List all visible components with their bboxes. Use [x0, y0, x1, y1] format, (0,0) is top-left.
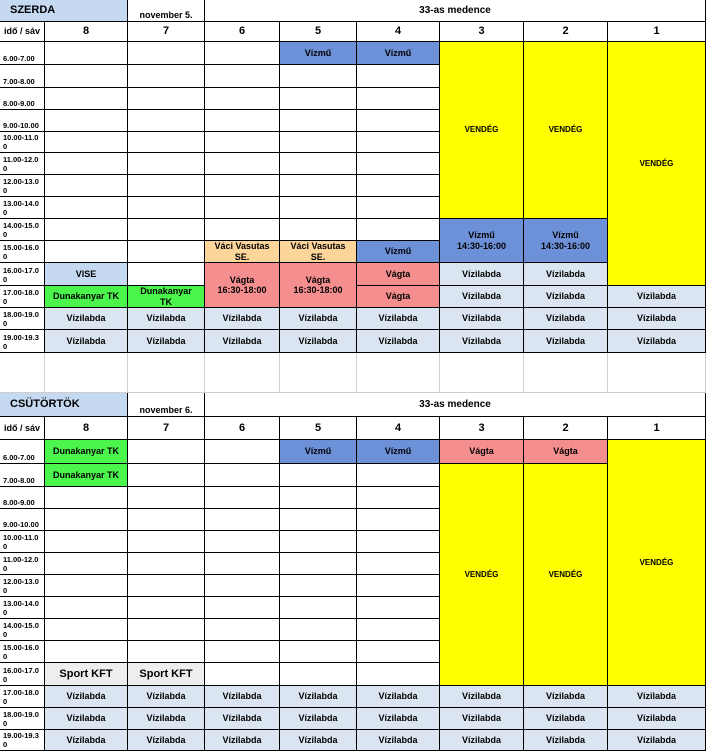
booking-dunakanyar-tk: Dunakanyar TK	[128, 286, 205, 308]
empty-cell	[280, 509, 357, 531]
spacer-cell	[205, 353, 280, 393]
empty-cell	[205, 487, 280, 509]
booking-vizilabda: Vízilabda	[45, 708, 128, 730]
lane-header-5: 5	[280, 417, 357, 440]
empty-cell	[205, 619, 280, 641]
time-slot: 12.00-13.0 0	[0, 175, 45, 197]
empty-cell	[205, 197, 280, 219]
empty-cell	[280, 464, 357, 487]
booking-vizilabda: Vízilabda	[280, 330, 357, 353]
lane-header-6: 6	[205, 417, 280, 440]
lane-header-2: 2	[524, 22, 608, 42]
empty-cell	[205, 553, 280, 575]
empty-cell	[128, 619, 205, 641]
time-slot: 19.00-19.3 0	[0, 330, 45, 353]
empty-cell	[357, 110, 440, 132]
empty-cell	[357, 575, 440, 597]
booking-vizilabda: Vízilabda	[608, 686, 706, 708]
spacer-cell	[280, 353, 357, 393]
time-slot: 19.00-19.3 0	[0, 730, 45, 751]
time-slot: 8.00-9.00	[0, 88, 45, 110]
empty-cell	[280, 110, 357, 132]
booking-vizilabda: Vízilabda	[280, 730, 357, 751]
empty-cell	[280, 553, 357, 575]
lane-header-4: 4	[357, 22, 440, 42]
empty-cell	[357, 641, 440, 663]
time-slot: 16.00-17.0 0	[0, 263, 45, 286]
spacer-cell	[440, 353, 524, 393]
empty-cell	[205, 88, 280, 110]
empty-cell	[280, 219, 357, 241]
empty-cell	[128, 88, 205, 110]
empty-cell	[280, 641, 357, 663]
empty-cell	[357, 509, 440, 531]
lane-header-7: 7	[128, 22, 205, 42]
empty-cell	[128, 531, 205, 553]
lane-header-7: 7	[128, 417, 205, 440]
empty-cell	[280, 619, 357, 641]
booking-vizilabda: Vízilabda	[524, 308, 608, 330]
booking-vizilabda: Vízilabda	[524, 708, 608, 730]
booking-vizilabda: Vízilabda	[524, 730, 608, 751]
booking-sport-kft: Sport KFT	[128, 663, 205, 686]
booking-vizilabda: Vízilabda	[128, 330, 205, 353]
empty-cell	[357, 464, 440, 487]
empty-cell	[357, 487, 440, 509]
empty-cell	[280, 197, 357, 219]
empty-cell	[280, 153, 357, 175]
spacer-cell	[357, 353, 440, 393]
booking-dunakanyar-tk: Dunakanyar TK	[45, 440, 128, 464]
booking-vendeg: VENDÉG	[524, 464, 608, 686]
time-lane-header: idő / sáv	[0, 22, 45, 42]
booking-vizilabda: Vízilabda	[280, 708, 357, 730]
empty-cell	[205, 597, 280, 619]
booking-vagta: Vágta	[357, 286, 440, 308]
pool-title: 33-as medence	[205, 393, 706, 417]
booking-vise: VISE	[45, 263, 128, 286]
empty-cell	[45, 509, 128, 531]
time-slot: 7.00-8.00	[0, 464, 45, 487]
empty-cell	[128, 65, 205, 88]
empty-cell	[45, 597, 128, 619]
booking-vizilabda: Vízilabda	[205, 730, 280, 751]
booking-vizilabda: Vízilabda	[357, 330, 440, 353]
booking-vizilabda: Vízilabda	[128, 686, 205, 708]
empty-cell	[45, 132, 128, 153]
time-slot: 6.00-7.00	[0, 440, 45, 464]
empty-cell	[128, 219, 205, 241]
booking-vizilabda: Vízilabda	[280, 308, 357, 330]
booking-vizilabda: Vízilabda	[524, 263, 608, 286]
booking-vizilabda: Vízilabda	[440, 263, 524, 286]
lane-header-1: 1	[608, 417, 706, 440]
empty-cell	[205, 110, 280, 132]
empty-cell	[357, 153, 440, 175]
empty-cell	[205, 575, 280, 597]
booking-vizilabda: Vízilabda	[524, 286, 608, 308]
empty-cell	[128, 597, 205, 619]
time-slot: 14.00-15.0 0	[0, 219, 45, 241]
booking-vizilabda: Vízilabda	[128, 730, 205, 751]
empty-cell	[45, 641, 128, 663]
booking-vizilabda: Vízilabda	[357, 708, 440, 730]
booking-vizmu: Vízmű	[357, 42, 440, 65]
lane-header-6: 6	[205, 22, 280, 42]
empty-cell	[280, 487, 357, 509]
lane-header-1: 1	[608, 22, 706, 42]
lane-header-2: 2	[524, 417, 608, 440]
booking-vizilabda: Vízilabda	[45, 686, 128, 708]
booking-vizilabda: Vízilabda	[440, 708, 524, 730]
time-slot: 15.00-16.0 0	[0, 241, 45, 263]
booking-vizilabda: Vízilabda	[524, 330, 608, 353]
booking-vizilabda: Vízilabda	[608, 708, 706, 730]
empty-cell	[357, 597, 440, 619]
booking-vendeg: VENDÉG	[608, 42, 706, 286]
date-label: november 5.	[128, 0, 205, 22]
booking-vizilabda: Vízilabda	[357, 686, 440, 708]
time-slot: 13.00-14.0 0	[0, 197, 45, 219]
booking-vizilabda: Vízilabda	[45, 730, 128, 751]
booking-vizmu: Vízmű	[280, 42, 357, 65]
booking-vendeg: VENDÉG	[440, 464, 524, 686]
time-slot: 14.00-15.0 0	[0, 619, 45, 641]
empty-cell	[128, 132, 205, 153]
booking-vagta-1630: Vágta 16:30-18:00	[205, 263, 280, 308]
booking-vendeg: VENDÉG	[608, 440, 706, 686]
empty-cell	[280, 597, 357, 619]
booking-vizilabda: Vízilabda	[608, 308, 706, 330]
empty-cell	[205, 663, 280, 686]
empty-cell	[205, 65, 280, 88]
empty-cell	[357, 531, 440, 553]
booking-vizmu: Vízmű	[357, 440, 440, 464]
booking-vagta-1630: Vágta 16:30-18:00	[280, 263, 357, 308]
booking-vizilabda: Vízilabda	[357, 730, 440, 751]
empty-cell	[45, 619, 128, 641]
empty-cell	[205, 531, 280, 553]
empty-cell	[128, 509, 205, 531]
empty-cell	[128, 175, 205, 197]
empty-cell	[280, 531, 357, 553]
empty-cell	[357, 65, 440, 88]
empty-cell	[45, 110, 128, 132]
empty-cell	[280, 663, 357, 686]
lane-header-3: 3	[440, 22, 524, 42]
time-slot: 9.00-10.00	[0, 110, 45, 132]
lane-header-8: 8	[45, 22, 128, 42]
lane-header-8: 8	[45, 417, 128, 440]
time-slot: 11.00-12.0 0	[0, 153, 45, 175]
empty-cell	[128, 553, 205, 575]
booking-vizmu-1430: Vízmű 14:30-16:00	[440, 219, 524, 263]
empty-cell	[45, 153, 128, 175]
empty-cell	[45, 553, 128, 575]
empty-cell	[205, 641, 280, 663]
time-slot: 17.00-18.0 0	[0, 286, 45, 308]
booking-vizilabda: Vízilabda	[608, 286, 706, 308]
booking-vizmu-1430: Vízmű 14:30-16:00	[524, 219, 608, 263]
empty-cell	[45, 88, 128, 110]
time-slot: 10.00-11.0 0	[0, 531, 45, 553]
empty-cell	[205, 509, 280, 531]
booking-vizilabda: Vízilabda	[524, 686, 608, 708]
empty-cell	[128, 197, 205, 219]
booking-vizilabda: Vízilabda	[440, 286, 524, 308]
empty-cell	[128, 153, 205, 175]
booking-vagta: Vágta	[440, 440, 524, 464]
time-slot: 17.00-18.0 0	[0, 686, 45, 708]
empty-cell	[205, 464, 280, 487]
booking-vizilabda: Vízilabda	[128, 308, 205, 330]
empty-cell	[280, 88, 357, 110]
empty-cell	[128, 440, 205, 464]
time-slot: 18.00-19.0 0	[0, 708, 45, 730]
empty-cell	[205, 153, 280, 175]
empty-cell	[128, 110, 205, 132]
booking-vizmu: Vízmű	[280, 440, 357, 464]
empty-cell	[357, 553, 440, 575]
time-lane-header: idő / sáv	[0, 417, 45, 440]
lane-header-5: 5	[280, 22, 357, 42]
booking-vizilabda: Vízilabda	[45, 308, 128, 330]
date-label: november 6.	[128, 393, 205, 417]
booking-vizilabda: Vízilabda	[440, 308, 524, 330]
booking-vizmu: Vízmű	[357, 241, 440, 263]
empty-cell	[45, 197, 128, 219]
empty-cell	[128, 464, 205, 487]
empty-cell	[45, 487, 128, 509]
empty-cell	[45, 42, 128, 65]
empty-cell	[280, 132, 357, 153]
lane-header-4: 4	[357, 417, 440, 440]
empty-cell	[205, 175, 280, 197]
booking-vizilabda: Vízilabda	[440, 730, 524, 751]
empty-cell	[45, 65, 128, 88]
booking-vizilabda: Vízilabda	[280, 686, 357, 708]
booking-vizilabda: Vízilabda	[205, 330, 280, 353]
spacer-cell	[524, 353, 608, 393]
booking-vizilabda: Vízilabda	[205, 708, 280, 730]
empty-cell	[357, 175, 440, 197]
booking-dunakanyar-tk: Dunakanyar TK	[45, 464, 128, 487]
time-slot: 9.00-10.00	[0, 509, 45, 531]
empty-cell	[205, 440, 280, 464]
empty-cell	[205, 219, 280, 241]
booking-vagta: Vágta	[524, 440, 608, 464]
booking-vaci-vasutas: Váci Vasutas SE.	[205, 241, 280, 263]
empty-cell	[128, 641, 205, 663]
empty-cell	[45, 241, 128, 263]
empty-cell	[205, 42, 280, 65]
time-slot: 15.00-16.0 0	[0, 641, 45, 663]
empty-cell	[357, 88, 440, 110]
empty-cell	[128, 42, 205, 65]
booking-vaci-vasutas: Váci Vasutas SE.	[280, 241, 357, 263]
booking-vagta: Vágta	[357, 263, 440, 286]
booking-vendeg: VENDÉG	[524, 42, 608, 219]
empty-cell	[357, 132, 440, 153]
empty-cell	[128, 241, 205, 263]
booking-vizilabda: Vízilabda	[205, 308, 280, 330]
booking-vizilabda: Vízilabda	[440, 330, 524, 353]
empty-cell	[357, 619, 440, 641]
booking-sport-kft: Sport KFT	[45, 663, 128, 686]
empty-cell	[45, 219, 128, 241]
spacer-cell	[0, 353, 45, 393]
time-slot: 16.00-17.0 0	[0, 663, 45, 686]
booking-dunakanyar-tk: Dunakanyar TK	[45, 286, 128, 308]
booking-vizilabda: Vízilabda	[205, 686, 280, 708]
booking-vizilabda: Vízilabda	[440, 686, 524, 708]
time-slot: 11.00-12.0 0	[0, 553, 45, 575]
day-title: CSÜTÖRTÖK	[0, 393, 128, 417]
time-slot: 12.00-13.0 0	[0, 575, 45, 597]
empty-cell	[205, 132, 280, 153]
lane-header-3: 3	[440, 417, 524, 440]
empty-cell	[280, 175, 357, 197]
empty-cell	[280, 575, 357, 597]
empty-cell	[280, 65, 357, 88]
empty-cell	[45, 175, 128, 197]
empty-cell	[128, 575, 205, 597]
empty-cell	[128, 487, 205, 509]
time-slot: 6.00-7.00	[0, 42, 45, 65]
time-slot: 18.00-19.0 0	[0, 308, 45, 330]
empty-cell	[357, 663, 440, 686]
empty-cell	[45, 531, 128, 553]
booking-vendeg: VENDÉG	[440, 42, 524, 219]
pool-title: 33-as medence	[205, 0, 706, 22]
booking-vizilabda: Vízilabda	[45, 330, 128, 353]
day-title: SZERDA	[0, 0, 128, 22]
booking-vizilabda: Vízilabda	[357, 308, 440, 330]
booking-vizilabda: Vízilabda	[608, 330, 706, 353]
empty-cell	[45, 575, 128, 597]
time-slot: 13.00-14.0 0	[0, 597, 45, 619]
booking-vizilabda: Vízilabda	[128, 708, 205, 730]
time-slot: 7.00-8.00	[0, 65, 45, 88]
empty-cell	[357, 197, 440, 219]
time-slot: 10.00-11.0 0	[0, 132, 45, 153]
empty-cell	[357, 219, 440, 241]
booking-vizilabda: Vízilabda	[608, 730, 706, 751]
spacer-cell	[45, 353, 128, 393]
time-slot: 8.00-9.00	[0, 487, 45, 509]
empty-cell	[128, 263, 205, 286]
spacer-cell	[608, 353, 706, 393]
spacer-cell	[128, 353, 205, 393]
